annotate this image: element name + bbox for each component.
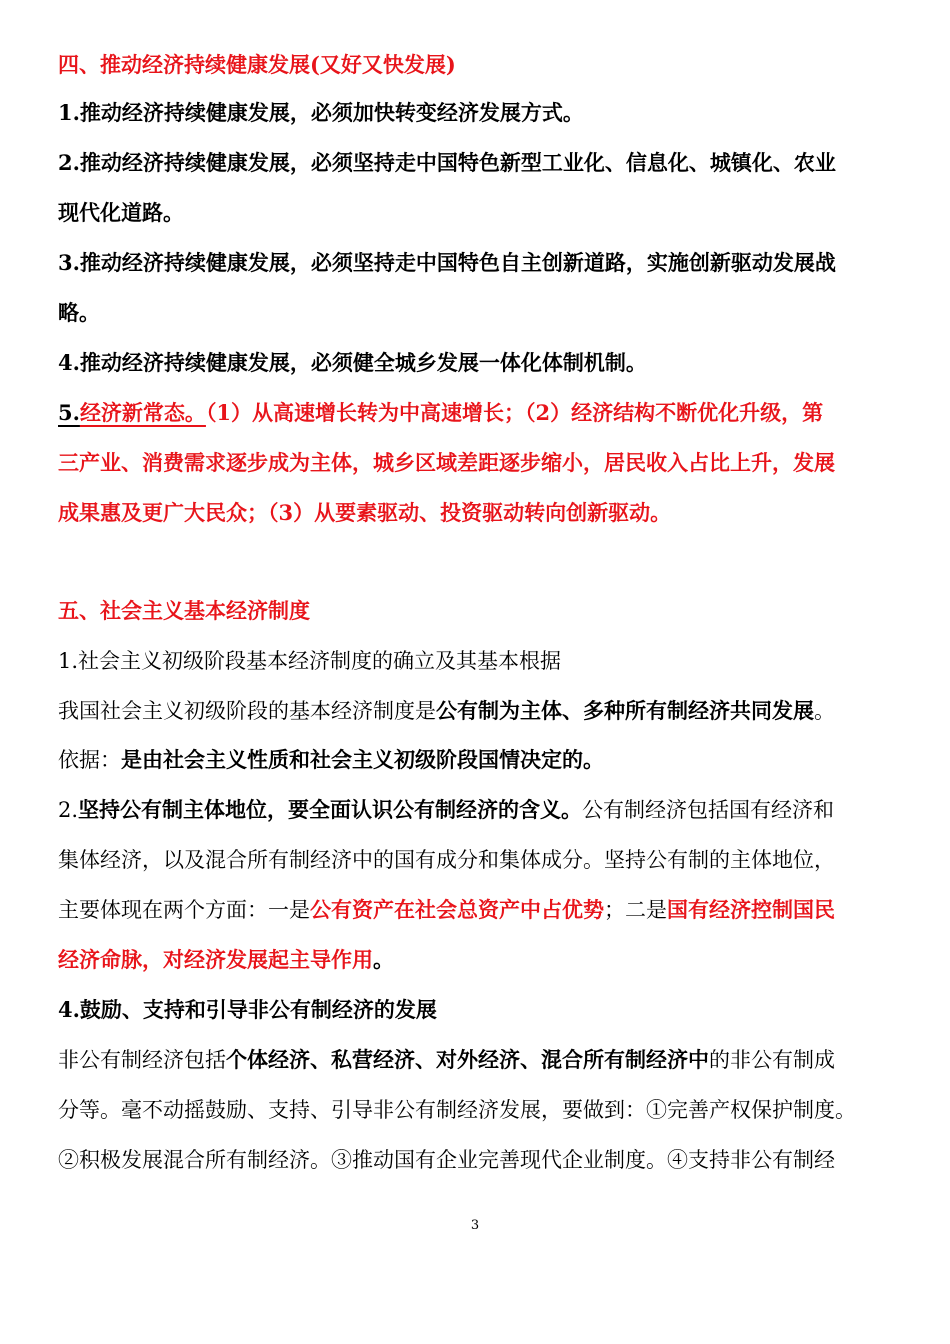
sec4-point-2-line-1: 2.推动经济持续健康发展，必须坚持走中国特色新型工业化、信息化、城镇化、农业: [58, 150, 836, 175]
page-number: 3: [470, 1218, 480, 1233]
bold-run: 是由社会主义性质和社会主义初级阶段国情决定的。: [121, 747, 604, 772]
point-5-number: 5.: [58, 400, 80, 425]
point-5-term: 经济新常态。: [79, 400, 206, 425]
text-run: 2.: [58, 798, 79, 822]
text-run: 非公有制经济包括: [58, 1048, 226, 1072]
bold-run: 公有制为主体、多种所有制经济共同发展: [436, 698, 814, 723]
section-5-heading: 五、社会主义基本经济制度: [58, 598, 310, 623]
sec5-sub-2-line-4: [58, 945, 898, 975]
sec4-point-3-line-2: 略。: [58, 300, 100, 325]
bold-run: 个体经济、私营经济、对外经济、混合所有制经济中: [226, 1047, 709, 1072]
red-bold-run: 经济命脉，对经济发展起主导作用: [58, 947, 373, 972]
text-run: 主要体现在两个方面：一是: [58, 898, 310, 922]
sec4-point-5-line-3: 成果惠及更广大民众；（3）从要素驱动、投资驱动转向创新驱动。: [58, 500, 672, 525]
sec4-point-5-line-1: [58, 398, 898, 428]
red-bold-run: 公有资产在社会总资产中占优势: [310, 897, 604, 922]
sec4-point-4: 4.推动经济持续健康发展，必须健全城乡发展一体化体制机制。: [58, 350, 647, 375]
sec5-sub-4-title: 4.鼓励、支持和引导非公有制经济的发展: [58, 997, 437, 1022]
sec5-sub-2-line-1: [58, 795, 898, 825]
sec5-sub-1-title: 1.社会主义初级阶段基本经济制度的确立及其基本根据: [58, 649, 562, 673]
sec5-sub-4-line-2: 分等。毫不动摇鼓励、支持、引导非公有制经济发展，要做到：①完善产权保护制度。: [58, 1098, 856, 1122]
sec4-point-5-line-2: 三产业、消费需求逐步成为主体，城乡区域差距逐步缩小，居民收入占比上升，发展: [58, 450, 835, 475]
sec5-sub-4-line-1: [58, 1045, 898, 1075]
sec5-sub-4-line-3: ②积极发展混合所有制经济。③推动国有企业完善现代企业制度。④支持非公有制经: [58, 1148, 835, 1172]
text-run: 我国社会主义初级阶段的基本经济制度是: [58, 699, 436, 723]
text-run: ；二是: [604, 898, 667, 922]
sec5-sub-1-line-2: [58, 745, 898, 775]
text-run: 。: [814, 699, 835, 723]
bold-run: 。: [373, 947, 394, 972]
text-run: 依据：: [58, 748, 121, 772]
sec5-sub-1-line-1: [58, 696, 898, 726]
sec4-point-1: 1.推动经济持续健康发展，必须加快转变经济发展方式。: [58, 100, 584, 125]
text-run: 的非公有制成: [709, 1048, 835, 1072]
point-5-text: （1）从高速增长转为中高速增长；（2）经济结构不断优化升级，第: [205, 400, 824, 425]
sec4-point-3-line-1: 3.推动经济持续健康发展，必须坚持走中国特色自主创新道路，实施创新驱动发展战: [58, 250, 836, 275]
sec5-sub-2-line-3: [58, 895, 898, 925]
red-bold-run: 国有经济控制国民: [667, 897, 835, 922]
bold-run: 坚持公有制主体地位，要全面认识公有制经济的含义。: [78, 797, 583, 822]
sec4-point-2-line-2: 现代化道路。: [58, 200, 184, 225]
text-run: 公有制经济包括国有经济和: [582, 798, 835, 822]
sec5-sub-2-line-2: 集体经济，以及混合所有制经济中的国有成分和集体成分。坚持公有制的主体地位，: [58, 848, 835, 872]
section-4-heading: 四、推动经济持续健康发展(又好又快发展): [58, 52, 456, 77]
